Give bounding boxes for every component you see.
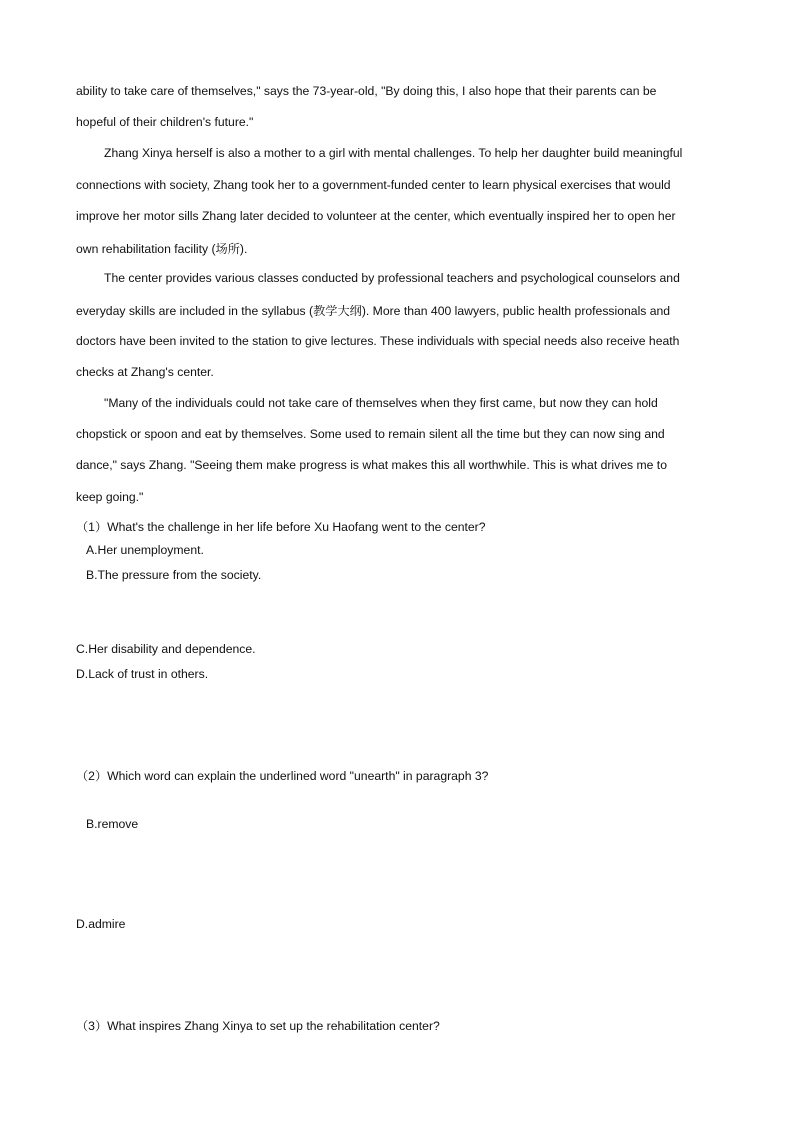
question-1-option-d: D.Lack of trust in others.: [76, 667, 209, 681]
question-1-option-a: A.Her unemployment.: [86, 543, 204, 557]
question-1-option-c: C.Her disability and dependence.: [76, 642, 256, 656]
paragraph-2-line-3: improve her motor sills Zhang later decided to volunteer at the center, which eventually inspired her to open her: [76, 209, 676, 223]
paragraph-2-line-1: Zhang Xinya herself is also a mother to a girl with mental challenges. To help her daughter build meaningful: [104, 146, 683, 160]
question-2-option-b: B.remove: [86, 817, 139, 831]
paragraph-4-line-1: "Many of the individuals could not take care of themselves when they first came, but now they can hold: [104, 396, 658, 410]
paragraph-2-line-2: connections with society, Zhang took her to a government-funded center to learn physical exercises that would: [76, 178, 671, 192]
paragraph-3-line-1: The center provides various classes conducted by professional teachers and psychological counselors and: [104, 271, 680, 285]
paragraph-4-line-4: keep going.": [76, 490, 144, 504]
paragraph-4-line-3: dance," says Zhang. "Seeing them make progress is what makes this all worthwhile. This is what drives me to: [76, 458, 667, 472]
paragraph-3-line-2: everyday skills are included in the syllabus (教学大纲). More than 400 lawyers, public health professionals and: [76, 304, 671, 318]
paragraph-2-line-4: own rehabilitation facility (场所).: [76, 242, 248, 256]
paragraph-3-line-4: checks at Zhang's center.: [76, 365, 214, 379]
question-3-prompt: （3）What inspires Zhang Xinya to set up the rehabilitation center?: [76, 1019, 440, 1033]
question-1-prompt: （1）What's the challenge in her life before Xu Haofang went to the center?: [76, 520, 486, 534]
paragraph-1-line-1: ability to take care of themselves," says the 73-year-old, "By doing this, I also hope that their parents can be: [76, 84, 657, 98]
question-1-option-b: B.The pressure from the society.: [86, 568, 262, 582]
paragraph-1-line-2: hopeful of their children's future.": [76, 115, 254, 129]
paragraph-4-line-2: chopstick or spoon and eat by themselves. Some used to remain silent all the time but they can now sing and: [76, 427, 665, 441]
question-2-option-d: D.admire: [76, 917, 126, 931]
paragraph-3-line-3: doctors have been invited to the station to give lectures. These individuals with special needs also receive heath: [76, 334, 680, 348]
question-2-prompt: （2）Which word can explain the underlined word "unearth" in paragraph 3?: [76, 769, 489, 783]
